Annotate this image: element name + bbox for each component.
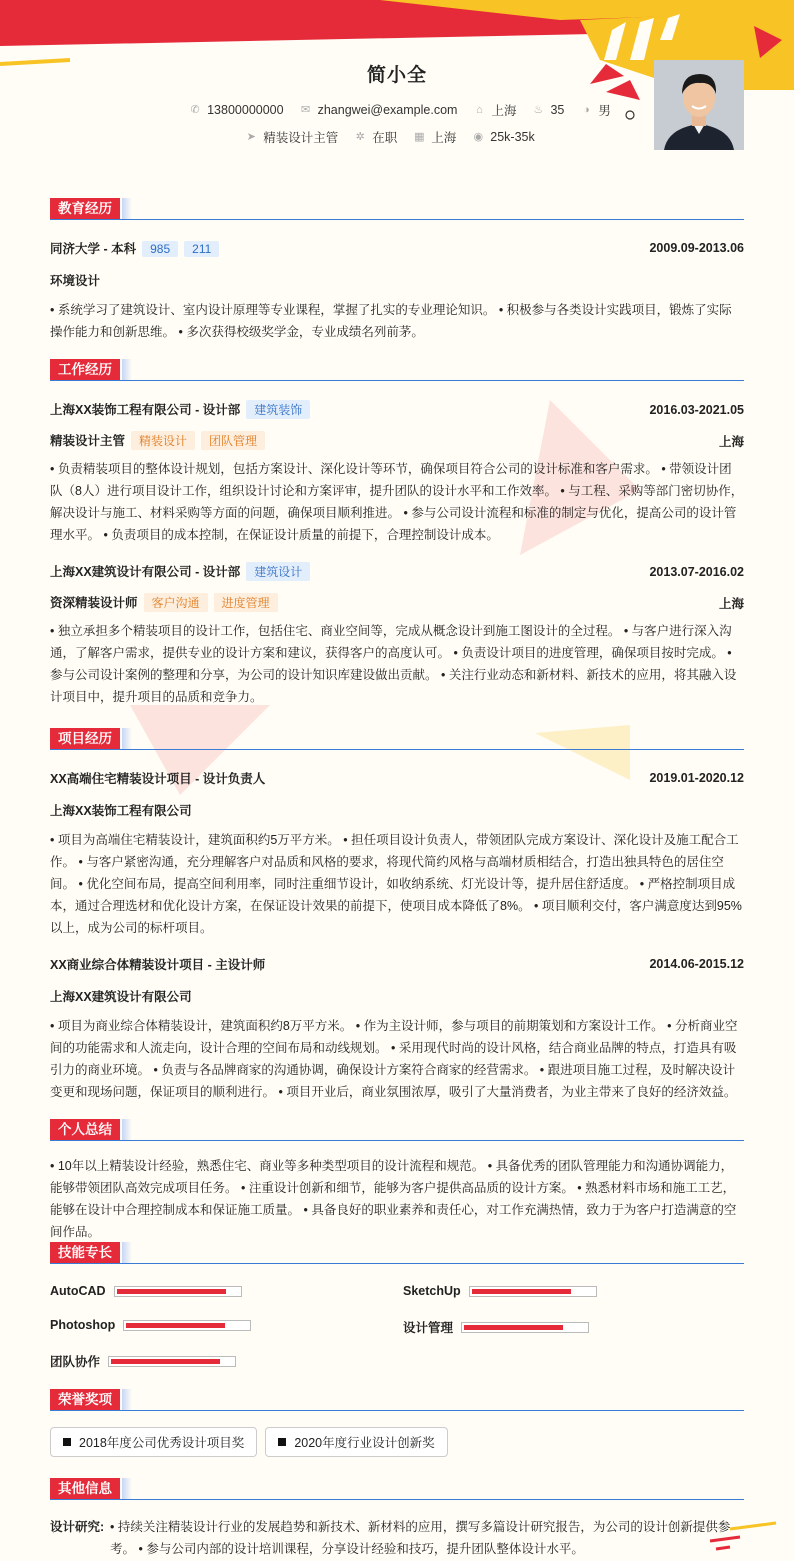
section-title: 项目经历 (50, 728, 120, 749)
phone: ✆ 13800000000 (190, 103, 284, 117)
honor-item: 2020年度行业设计创新奖 (265, 1427, 447, 1457)
section-title: 教育经历 (50, 198, 120, 219)
work-header (50, 400, 744, 419)
company-name: 上海XX建筑设计有限公司 - 设计部 (50, 565, 241, 579)
major: 环境设计 (50, 274, 101, 288)
section-title: 工作经历 (50, 359, 120, 380)
section-title: 荣誉奖项 (50, 1389, 120, 1410)
section-title: 技能专长 (50, 1242, 120, 1263)
education-description: • 系统学习了建筑设计、室内设计原理等专业课程，掌握了扎实的专业理论知识。 • 积极参与各类设计实践项目，锻炼了实际操作能力和创新思维。 • 多次获得校级奖学金，专业成绩名列前茅。 (50, 303, 732, 339)
city: ⌂ 上海 (473, 101, 516, 119)
skill-bar-fill (126, 1323, 225, 1328)
work-city: 上海 (718, 434, 744, 449)
other-text: • 持续关注精装设计行业的发展趋势和新技术、新材料的应用，撰写多篇设计研究报告，为公司的设计创新提供参考。 • 参与公司内部的设计培训课程，分享设计经验和技巧，提升团队整体设计水平。 (110, 1520, 731, 1556)
skill-item: SketchUp (403, 1284, 597, 1298)
gender-icon: ◑ (583, 104, 590, 116)
honor-item: 2018年度公司优秀设计项目奖 (50, 1427, 257, 1457)
send-icon: ➤ (246, 131, 256, 143)
industry-tag: 建筑设计 (246, 562, 310, 581)
bullet-icon (63, 1438, 71, 1446)
target-city: ▦ 上海 (414, 131, 457, 145)
salary: ◉ 25k-35k (473, 130, 535, 144)
skill-bar-fill (472, 1289, 571, 1294)
project-header (50, 955, 744, 973)
work-header (50, 562, 744, 581)
summary-section (50, 1119, 744, 1243)
other-label: 设计研究: (50, 1520, 105, 1534)
building-icon: ▦ (414, 131, 425, 143)
school-name: 同济大学 - 本科 (50, 242, 137, 256)
skill-bar (461, 1322, 589, 1333)
project-company: 上海XX建筑设计有限公司 (50, 990, 192, 1004)
other-section (50, 1478, 744, 1560)
honors-section (50, 1389, 744, 1457)
project-name: XX商业综合体精装设计项目 - 主设计师 (50, 958, 266, 972)
job-title: 精装设计主管 (50, 434, 126, 448)
section-title: 其他信息 (50, 1478, 120, 1499)
education-section (50, 198, 744, 343)
skill-bar (114, 1286, 242, 1297)
skill-tag: 进度管理 (214, 593, 278, 612)
work-role (50, 431, 744, 450)
industry-tag: 建筑装饰 (246, 400, 310, 419)
projects-section (50, 728, 744, 1103)
coin-icon: ◉ (473, 131, 484, 143)
work-description: • 独立承担多个精装项目的设计工作，包括住宅、商业空间等，完成从概念设计到施工图设计的全过程。 • 与客户进行深入沟通，了解客户需求，提供专业的设计方案和建议，获得客户的高度认可。 • 负责设计项目的进度管理，确保项目按时完成。 • 参与公司设计案例的整理和分享，为公司的设计知识库建设做出贡献。 • 关注行业动态和新材料、新技术的应用，将其融入设计项目中，提升项目的品质和竞争力。 (50, 624, 737, 704)
section-title: 个人总结 (50, 1119, 120, 1140)
email[interactable]: ✉ zhangwei@example.com (300, 103, 458, 117)
work-description: • 负责精装项目的整体设计规划，包括方案设计、深化设计等环节，确保项目符合公司的设计标准和客户需求。 • 带领设计团队（8人）进行项目设计工作，组织设计讨论和方案评审，提升团队的设计水平和工作效率。 • 与工程、采购等部门密切协作，解决设计与施工、材料采购等方面的问题，确保项目顺利推进。 • 参与公司设计流程和标准的制定与优化，提高公司的设计管理水平。 • 负责项目的成本控制，在保证设计质量的前提下，合理控制设计成本。 (50, 462, 744, 542)
summary-text: • 10年以上精装设计经验，熟悉住宅、商业等多种类型项目的设计流程和规范。 • 具备优秀的团队管理能力和沟通协调能力，能够带领团队高效完成项目任务。 • 注重设计创新和细节，能够为客户提供高品质的设计方案。 • 熟悉材料市场和施工工艺，能够在设计中合理控制成本和保证施工质量。 • 具备良好的职业素养和责任心，对工作充满热情，致力于为客户打造满意的空间作品。 (50, 1159, 737, 1239)
skill-item: AutoCAD (50, 1284, 242, 1298)
company-name: 上海XX装饰工程有限公司 - 设计部 (50, 403, 241, 417)
skill-item: 团队协作 (50, 1352, 236, 1370)
skill-bar-fill (117, 1289, 226, 1294)
skill-bar (469, 1286, 597, 1297)
school-tag: 985 (142, 241, 178, 257)
project-company: 上海XX装饰工程有限公司 (50, 804, 192, 818)
intent-row (50, 128, 730, 146)
mail-icon: ✉ (300, 104, 311, 116)
avatar (654, 60, 744, 150)
skill-bar-fill (111, 1359, 220, 1364)
project-description: • 项目为商业综合体精装设计，建筑面积约8万平方米。 • 作为主设计师，参与项目的前期策划和方案设计工作。 • 分析商业空间的功能需求和人流走向，设计合理的空间布局和动线规划。 • 采用现代时尚的设计风格，结合商业品牌的特点，打造具有吸引力的商业环境。 • 负责与各品牌商家的沟通协调，确保设计方案符合商家的经营需求。 • 跟进项目施工过程，及时解决设计变更和现场问题，保证项目的顺利进行。 • 项目开业后，商业氛围浓厚，吸引了大量消费者，为业主带来了良好的经济效益。 (50, 1019, 738, 1099)
bullet-icon (278, 1438, 286, 1446)
other-info-row (50, 1516, 744, 1560)
skill-tag: 团队管理 (201, 431, 265, 450)
skill-item: Photoshop (50, 1318, 251, 1332)
job-title: 资深精装设计师 (50, 596, 138, 610)
home-icon: ⌂ (476, 104, 483, 116)
work-period: 2016.03-2021.05 (649, 402, 744, 417)
skill-bar (108, 1356, 236, 1367)
skill-bar-fill (464, 1325, 563, 1330)
education-header (50, 239, 744, 257)
skill-tag: 客户沟通 (144, 593, 208, 612)
cake-icon: ♨ (533, 104, 544, 116)
school-tag: 211 (184, 241, 219, 257)
skills-section (50, 1242, 744, 1372)
work-section (50, 359, 744, 708)
skill-bar (123, 1320, 251, 1331)
project-description: • 项目为高端住宅精装设计，建筑面积约5万平方米。 • 担任项目设计负责人，带领团队完成方案设计、深化设计及施工配合工作。 • 与客户紧密沟通，充分理解客户对品质和风格的要求，将现代简约风格与高端材质相结合，打造出独具特色的居住空间。 • 优化空间布局，提高空间利用率，同时注重细节设计，如收纳系统、灯光设计等，提升居住舒适度。 • 严格控制项目成本，通过合理选材和优化设计方案，在保证设计效果的前提下，使项目成本降低了8%。 • 项目顺利交付，客户满意度达到95%以上，成为公司的标杆项目。 (50, 833, 742, 935)
status-icon: ✲ (355, 131, 365, 143)
work-period: 2013.07-2016.02 (649, 564, 744, 579)
contact-row (60, 101, 740, 119)
work-role (50, 593, 744, 612)
phone-icon: ✆ (190, 104, 200, 116)
avatar-image (654, 60, 744, 150)
job-status: ✲ 在职 (355, 131, 398, 145)
project-period: 2014.06-2015.12 (649, 957, 744, 971)
project-period: 2019.01-2020.12 (649, 771, 744, 785)
project-name: XX高端住宅精装设计项目 - 设计负责人 (50, 772, 266, 786)
work-city: 上海 (718, 596, 744, 611)
project-header (50, 769, 744, 787)
age: ♨ 35 (533, 103, 565, 117)
gender: ◑ 男 (580, 101, 611, 119)
skill-item: 设计管理 (403, 1318, 589, 1336)
candidate-name: 简小全 (366, 65, 427, 86)
skill-tag: 精装设计 (131, 431, 195, 450)
education-period: 2009.09-2013.06 (649, 241, 744, 255)
target-position: ➤ 精装设计主管 (246, 131, 339, 145)
